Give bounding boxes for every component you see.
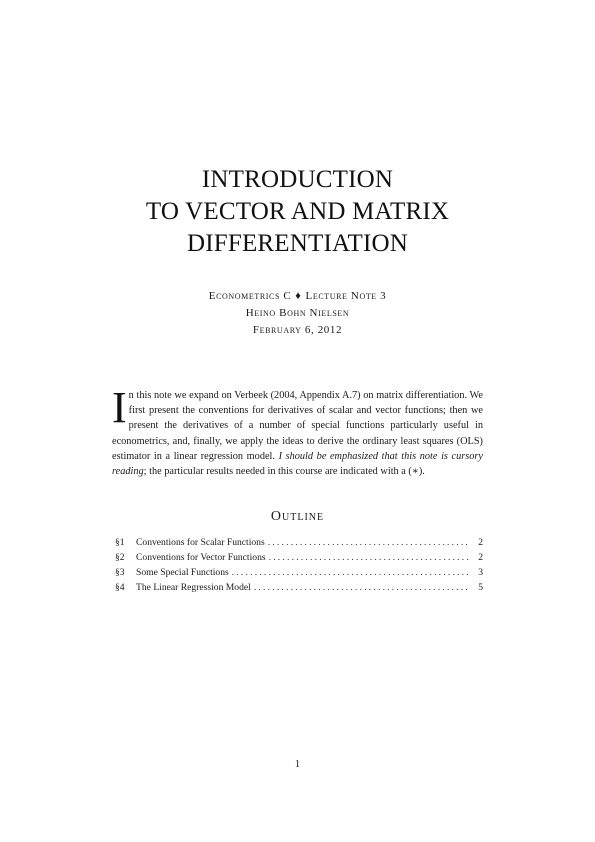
abstract-emphasis: I should be emphasized that this note is cursory reading [112,450,483,478]
table-of-contents [115,535,483,595]
document-date: February 6, 2012 [252,324,343,336]
title-line-1: INTRODUCTION [201,166,394,193]
author-name: Heino Bohn Nielsen [245,307,350,319]
toc-entry[interactable] [115,535,483,550]
toc-section-title[interactable]: The Linear Regression Model [136,582,251,593]
outline-heading: Outline [270,509,325,524]
toc-entry[interactable] [115,565,483,580]
toc-leader-dots [269,550,469,565]
toc-section-title[interactable]: Conventions for Scalar Functions [136,537,265,548]
toc-section-number: §3 [115,567,125,578]
diamond-separator-icon: ♦ [295,290,302,302]
toc-entry[interactable] [115,580,483,595]
abstract-paragraph [112,383,483,479]
toc-page-number[interactable]: 5 [478,582,483,593]
drop-cap: I [112,383,127,432]
toc-section-number: §4 [115,582,125,593]
toc-page-number[interactable]: 2 [478,552,483,563]
toc-section-title[interactable]: Some Special Functions [136,567,229,578]
course-name: Econometrics C [208,290,292,302]
abstract-text-1: n this note we expand on Verbeek (2004, Appendix A.7) on matrix differentiation. We first present the conventions for derivatives of scalar and vector functions; then we present the derivatives of a number of special functions particularly useful in econometrics, and, finally, we apply the ideas to derive the ordinary least squares (OLS) estimator in a linear regression model. [112,390,483,462]
toc-section-number: §2 [115,552,125,563]
toc-page-number[interactable]: 2 [478,537,483,548]
page-number: 1 [294,759,301,770]
toc-page-number[interactable]: 3 [478,567,483,578]
toc-leader-dots [254,580,469,595]
toc-entry[interactable] [115,550,483,565]
toc-leader-dots [268,535,469,550]
lecture-note-label: Lecture Note 3 [305,290,387,302]
toc-section-title[interactable]: Conventions for Vector Functions [136,552,266,563]
toc-section-number: §1 [115,537,125,548]
document-meta [0,288,595,339]
course-line [0,288,595,305]
title-line-3: DIFFERENTIATION [186,230,409,257]
title-line-2: TO VECTOR AND MATRIX [145,198,450,225]
abstract-text-2: ; the particular results needed in this course are indicated with a (∗). [143,466,425,478]
toc-leader-dots [232,565,469,580]
document-title [0,164,595,260]
